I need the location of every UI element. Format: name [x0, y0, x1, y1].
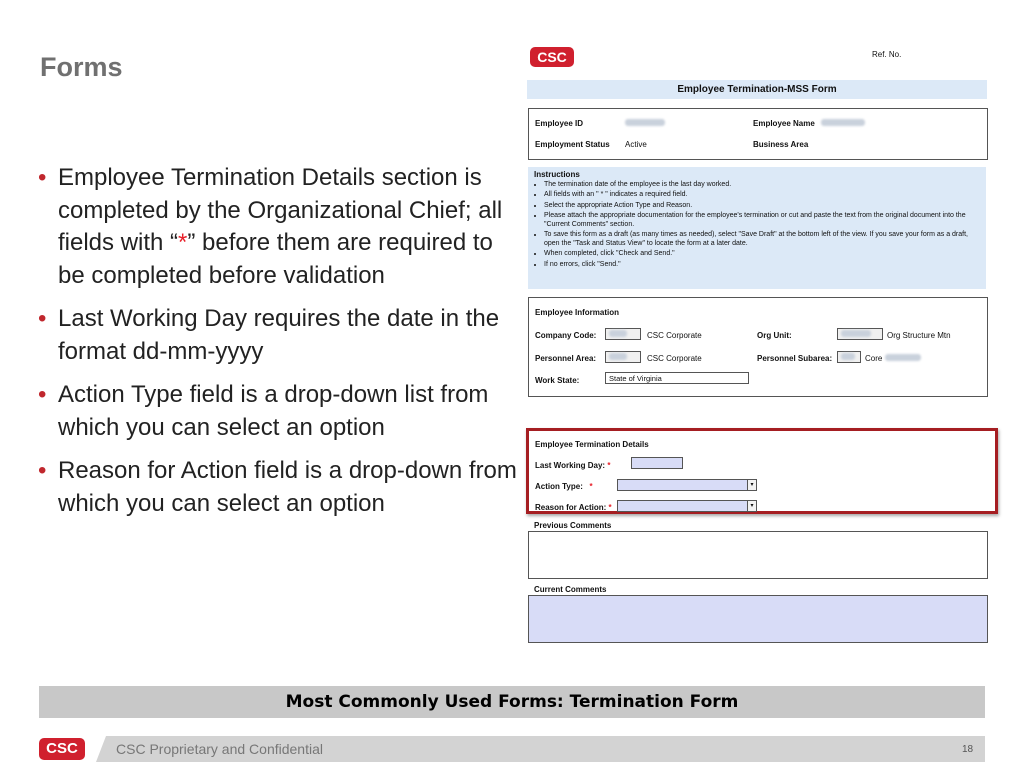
chevron-down-icon[interactable]: ▾ — [747, 501, 756, 511]
org-unit-field — [837, 328, 883, 340]
personnel-subarea-text — [865, 354, 921, 363]
bullet-item — [38, 303, 518, 368]
required-star: * — [178, 229, 188, 256]
instruction-item: • All fields with an " * " indicates a required field. — [544, 191, 984, 200]
employee-header — [528, 108, 988, 160]
bullet-dot-icon: • — [38, 305, 47, 332]
employee-id-value — [625, 119, 665, 128]
ref-no-label: Ref. No. — [872, 50, 902, 59]
csc-logo: CSC — [530, 47, 574, 67]
bullet-item — [38, 162, 518, 292]
bullet-text: Employee Termination Details section is completed by the Organizational Chief; all fields with “ — [58, 164, 503, 256]
redacted-value — [885, 354, 921, 361]
bullet-text: Reason for Action field is a drop-down from which you can select an option — [58, 457, 517, 517]
employee-name-value — [821, 119, 865, 128]
business-area-label: Business Area — [753, 140, 809, 149]
last-working-day-label — [535, 461, 610, 470]
company-code-text: CSC Corporate — [647, 331, 702, 340]
required-star: * — [608, 503, 612, 512]
org-unit-label: Org Unit: — [757, 331, 792, 340]
work-state-label: Work State: — [535, 376, 580, 385]
employee-name-label: Employee Name — [753, 119, 815, 128]
bullet-dot-icon: • — [38, 381, 47, 408]
personnel-area-label: Personnel Area: — [535, 354, 597, 363]
bullet-dot-icon: • — [38, 164, 47, 191]
slide-title: Forms — [40, 52, 123, 82]
bullet-list — [38, 162, 518, 531]
instruction-item: • To save this form as a draft (as many times as needed), select "Save Draft" at the bottom left of the view. If you save your form as a draft, open the "Task and Status View" to locate the form at a later date. — [544, 231, 984, 248]
label-text: Reason for Action: — [535, 503, 607, 512]
label-text: Action Type: — [535, 482, 583, 491]
employee-id-label: Employee ID — [535, 119, 584, 128]
redacted-value — [841, 330, 871, 337]
personnel-area-text: CSC Corporate — [647, 354, 702, 363]
instructions-panel — [528, 167, 986, 289]
current-comments-label: Current Comments — [534, 585, 607, 594]
previous-comments-box — [528, 531, 988, 579]
last-working-day-input[interactable] — [631, 457, 683, 469]
termination-details-heading: Employee Termination Details — [535, 440, 649, 449]
slide-banner: Most Commonly Used Forms: Termination Form — [39, 686, 985, 718]
redacted-value — [609, 330, 627, 337]
employment-status-label: Employment Status — [535, 140, 610, 149]
chevron-down-icon[interactable]: ▾ — [747, 480, 756, 490]
bullet-text: Action Type field is a drop-down list from which you can select an option — [58, 381, 489, 441]
bullet-item — [38, 455, 518, 520]
termination-details-section — [526, 428, 998, 514]
instruction-item: • Please attach the appropriate documentation for the employee's termination or cut and paste the text from the original document into the "Current Comments" section. — [544, 212, 984, 229]
previous-comments-label: Previous Comments — [534, 521, 612, 530]
current-comments-input[interactable] — [528, 595, 988, 643]
action-type-label — [535, 482, 593, 491]
instruction-item: • The termination date of the employee is the last day worked. — [544, 181, 984, 190]
instructions-list — [532, 181, 984, 271]
footer-csc-logo: CSC — [39, 738, 85, 760]
personnel-subarea-field — [837, 351, 861, 363]
form-title: Employee Termination-MSS Form — [527, 80, 987, 99]
org-unit-text: Org Structure Mtn — [887, 331, 951, 340]
action-type-dropdown[interactable] — [617, 479, 757, 491]
label-text: Last Working Day: — [535, 461, 606, 470]
page-number: 18 — [962, 744, 974, 755]
bullet-text: Last Working Day requires the date in the format dd-mm-yyyy — [58, 305, 500, 365]
redacted-value — [609, 353, 627, 360]
employment-status-value: Active — [625, 140, 647, 149]
instructions-heading: Instructions — [534, 170, 580, 179]
employee-info-heading: Employee Information — [535, 308, 620, 317]
company-code-label: Company Code: — [535, 331, 597, 340]
bullet-item — [38, 379, 518, 444]
bullet-dot-icon: • — [38, 457, 47, 484]
instruction-item: • Select the appropriate Action Type and Reason. — [544, 202, 984, 211]
work-state-field: State of Virginia — [605, 372, 749, 384]
required-star: * — [607, 461, 611, 470]
required-star: * — [589, 482, 593, 491]
termination-form — [520, 40, 1000, 650]
footer-text: CSC Proprietary and Confidential — [116, 741, 323, 757]
reason-for-action-dropdown[interactable] — [617, 500, 757, 512]
personnel-area-field — [605, 351, 641, 363]
redacted-value — [625, 119, 665, 126]
personnel-subarea-label: Personnel Subarea: — [757, 354, 833, 363]
employee-information — [528, 297, 988, 397]
reason-for-action-label — [535, 503, 612, 512]
redacted-value — [841, 353, 855, 360]
redacted-value — [821, 119, 865, 126]
subarea-text: Core — [865, 354, 883, 363]
company-code-field — [605, 328, 641, 340]
instruction-item: • When completed, click "Check and Send." — [544, 250, 984, 259]
bullet-text: ” before them are required to be completed before validation — [58, 229, 493, 289]
instruction-item: • If no errors, click "Send." — [544, 261, 984, 270]
